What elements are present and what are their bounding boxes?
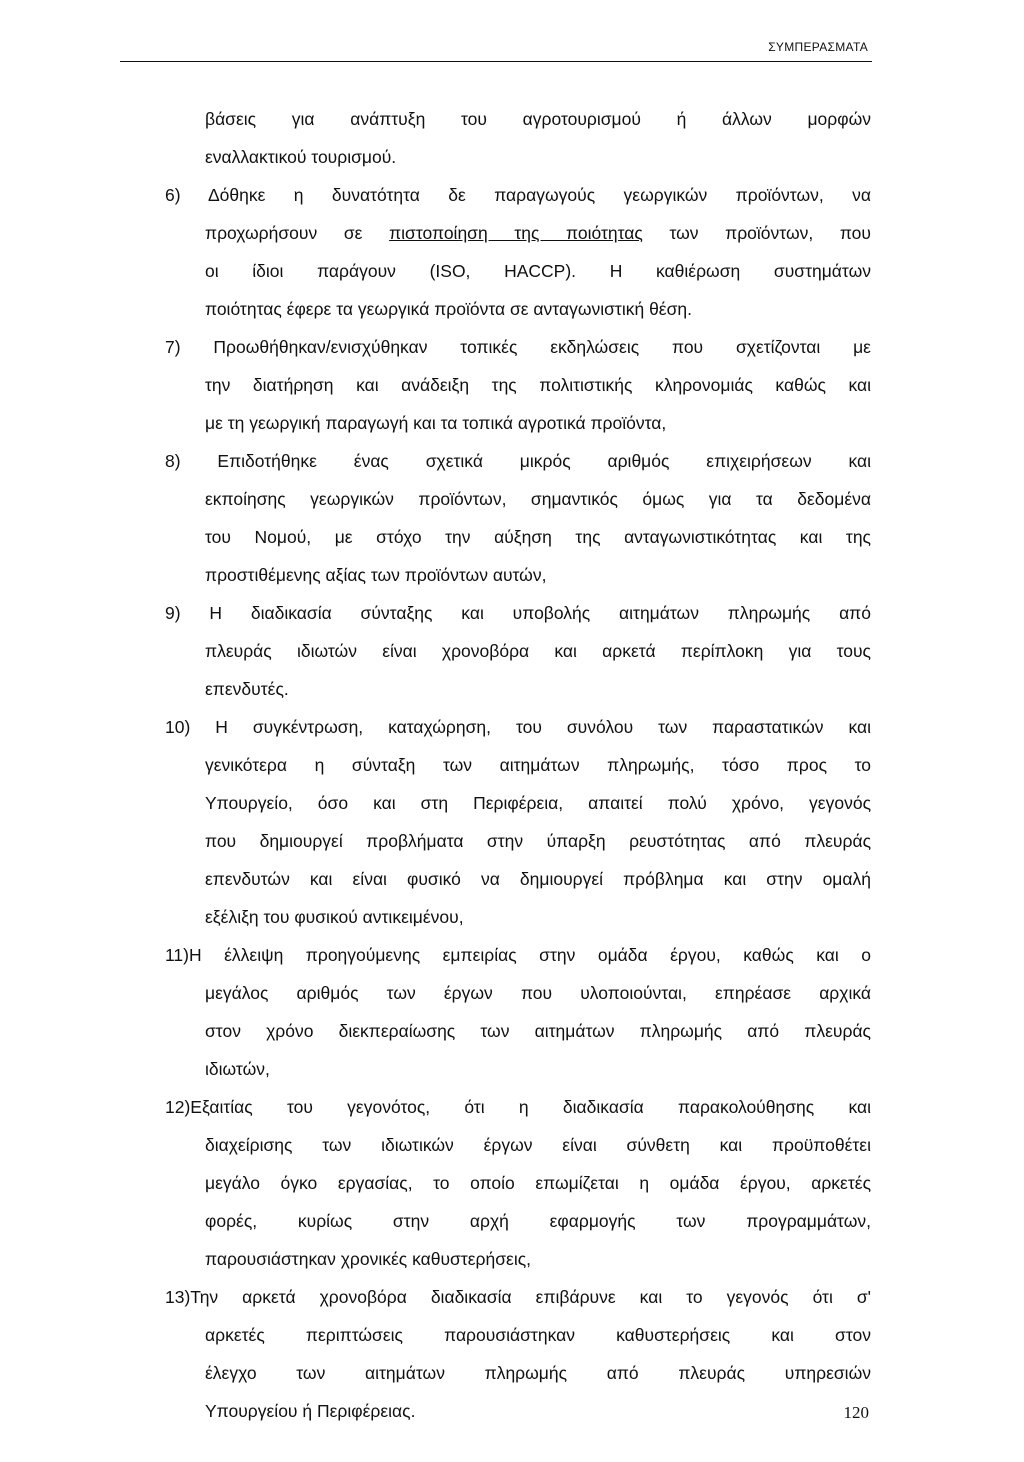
text-line: 7) Προωθήθηκαν/ενισχύθηκαν τοπικές εκδηλώσεις που σχετίζονται με [165,337,871,357]
text-line: οι ίδιοι παράγουν (ISO, HACCP). Η καθιέρωση συστημάτων [205,261,871,281]
text-line: επενδυτών και είναι φυσικό να δημιουργεί πρόβλημα και στην ομαλή [205,869,871,889]
text-line: γενικότερα η σύνταξη των αιτημάτων πληρωμής, τόσο προς το [205,755,871,775]
text-line [165,214,871,252]
text-line: έλεγχο των αιτημάτων πληρωμής από πλευράς υπηρεσιών [205,1363,871,1383]
text-line: ποιότητας έφερε τα γεωργικά προϊόντα σε ανταγωνιστική θέση. [205,299,693,319]
text-line: με τη γεωργική παραγωγή και τα τοπικά αγροτικά προϊόντα, [205,413,667,433]
text-line: 11)Η έλλειψη προηγούμενης εμπειρίας στην ομάδα έργου, καθώς και ο [165,945,871,965]
text-line: εξέλιξη του φυσικού αντικειμένου, [205,907,464,927]
page-number: 120 [843,1403,869,1422]
text-line: προστιθέμενης αξίας των προϊόντων αυτών, [205,565,547,585]
text-line: 12)Εξαιτίας του γεγονότος, ότι η διαδικασία παρακολούθησης και [165,1097,871,1117]
header-rule [120,61,872,62]
text-line: φορές, κυρίως στην αρχή εφαρμογής των προγραμμάτων, [205,1211,871,1231]
text-line: Υπουργείο, όσο και στη Περιφέρεια, απαιτεί πολύ χρόνο, γεγονός [205,793,871,813]
text-line: βάσεις για ανάπτυξη του αγροτουρισμού ή άλλων μορφών [205,109,871,129]
body-text [165,100,871,1430]
underlined-phrase: πιστοποίηση της ποιότητας [389,223,643,243]
text-line: πλευράς ιδιωτών είναι χρονοβόρα και αρκετά περίπλοκη για τους [205,641,871,661]
text-line: 9) Η διαδικασία σύνταξης και υποβολής αιτημάτων πληρωμής από [165,603,871,623]
text-segment: των προϊόντων, που [642,223,871,243]
text-line: 10) Η συγκέντρωση, καταχώρηση, του συνόλου των παραστατικών και [165,717,871,737]
text-line: μεγάλος αριθμός των έργων που υλοποιούνται, επηρέασε αρχικά [205,983,871,1003]
text-line: 13)Την αρκετά χρονοβόρα διαδικασία επιβάρυνε και το γεγονός ότι σ' [165,1287,871,1307]
text-line: την διατήρηση και ανάδειξη της πολιτιστικής κληρονομιάς καθώς και [205,375,871,395]
text-line: ιδιωτών, [205,1059,270,1079]
text-line: 8) Επιδοτήθηκε ένας σχετικά μικρός αριθμός επιχειρήσεων και [165,451,871,471]
text-line: στον χρόνο διεκπεραίωσης των αιτημάτων πληρωμής από πλευράς [205,1021,871,1041]
text-line: του Νομού, με στόχο την αύξηση της ανταγωνιστικότητας και της [205,527,871,547]
text-line: Υπουργείου ή Περιφέρειας. [205,1401,416,1421]
text-line: εκποίησης γεωργικών προϊόντων, σημαντικός όμως για τα δεδομένα [205,489,871,509]
text-line: επενδυτές. [205,679,289,699]
text-segment: προχωρήσουν σε [205,223,390,243]
text-line: που δημιουργεί προβλήματα στην ύπαρξη ρευστότητας από πλευράς [205,831,871,851]
text-line: 6) Δόθηκε η δυνατότητα δε παραγωγούς γεωργικών προϊόντων, να [165,185,871,205]
text-line: μεγάλο όγκο εργασίας, το οποίο επωμίζεται η ομάδα έργου, αρκετές [205,1173,871,1193]
text-line: εναλλακτικού τουρισμού. [205,147,397,167]
text-line: αρκετές περιπτώσεις παρουσιάστηκαν καθυστερήσεις και στον [205,1325,871,1345]
running-header: ΣΥΜΠΕΡΑΣΜΑΤΑ [768,40,868,54]
text-line: διαχείρισης των ιδιωτικών έργων είναι σύνθετη και προϋποθέτει [205,1135,871,1155]
text-line: παρουσιάστηκαν χρονικές καθυστερήσεις, [205,1249,532,1269]
